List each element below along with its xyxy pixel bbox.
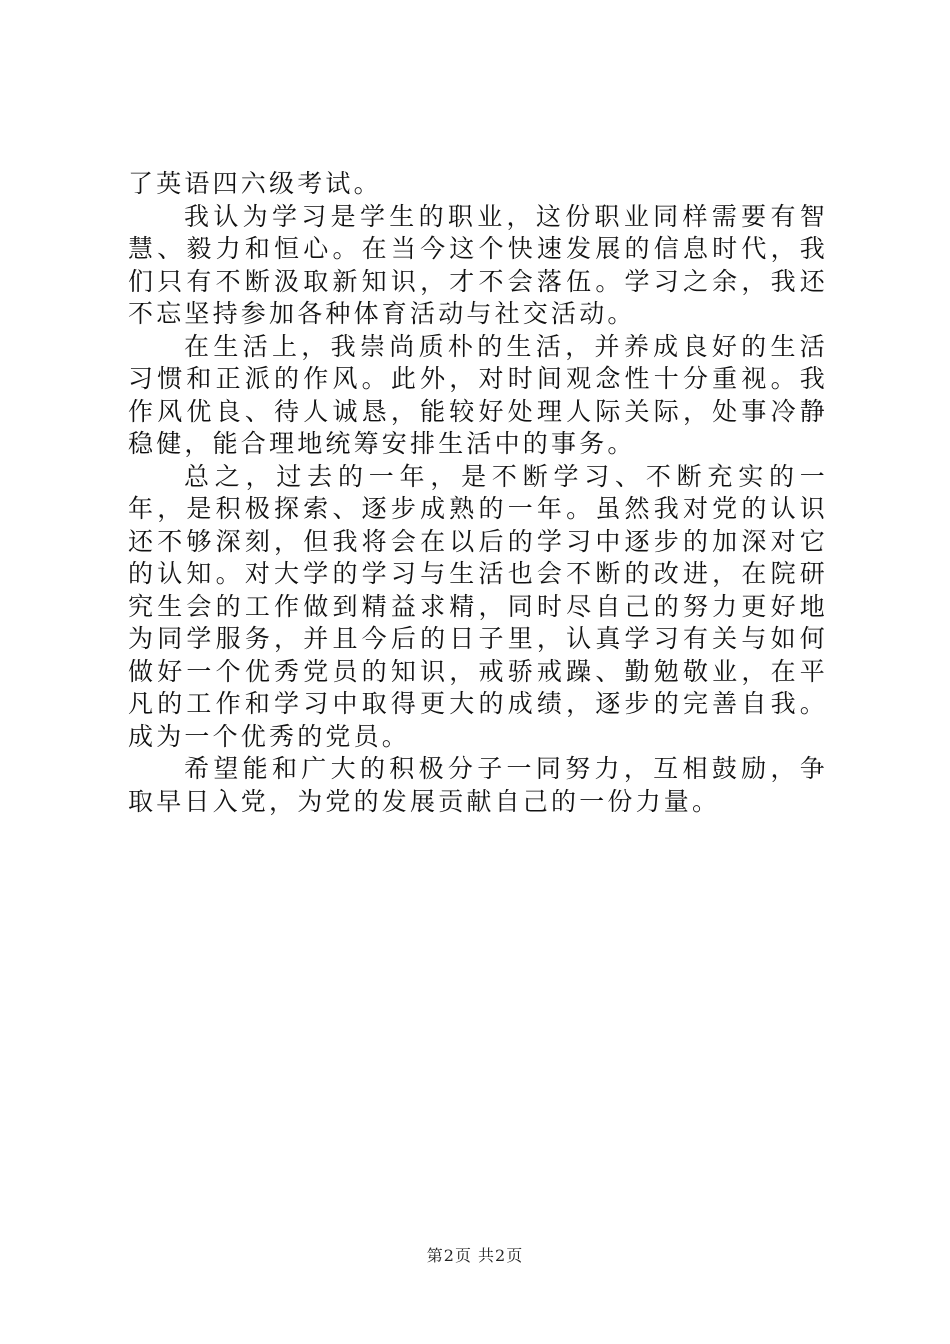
paragraph-life: 在生活上，我崇尚质朴的生活，并养成良好的生活习惯和正派的作风。此外，对时间观念性十分重视。我作风优良、待人诚恳，能较好处理人际关际，处事冷静稳健，能合理地统筹安排生活中的事务。 [128,331,828,458]
document-body [128,168,828,818]
paragraph-closing: 希望能和广大的积极分子一同努力，互相鼓励，争取早日入党，为党的发展贡献自己的一份力量。 [128,754,828,816]
paragraph-continuation: 了英语四六级考试。 [128,169,382,198]
paragraph-summary: 总之，过去的一年，是不断学习、不断充实的一年，是积极探索、逐步成熟的一年。虽然我对党的认识还不够深刻，但我将会在以后的学习中逐步的加深对它的认知。对大学的学习与生活也会不断的改进，在院研究生会的工作做到精益求精，同时尽自己的努力更好地为同学服务，并且今后的日子里，认真学习有关与如何做好一个优秀党员的知识，戒骄戒躁、勤勉敬业，在平凡的工作和学习中取得更大的成绩，逐步的完善自我。成为一个优秀的党员。 [128,461,828,751]
paragraph-study: 我认为学习是学生的职业，这份职业同样需要有智慧、毅力和恒心。在当今这个快速发展的信息时代，我们只有不断汲取新知识，才不会落伍。学习之余，我还不忘坚持参加各种体育活动与社交活动。 [128,201,828,328]
page-number-footer: 第2页 共2页 [426,1246,524,1265]
